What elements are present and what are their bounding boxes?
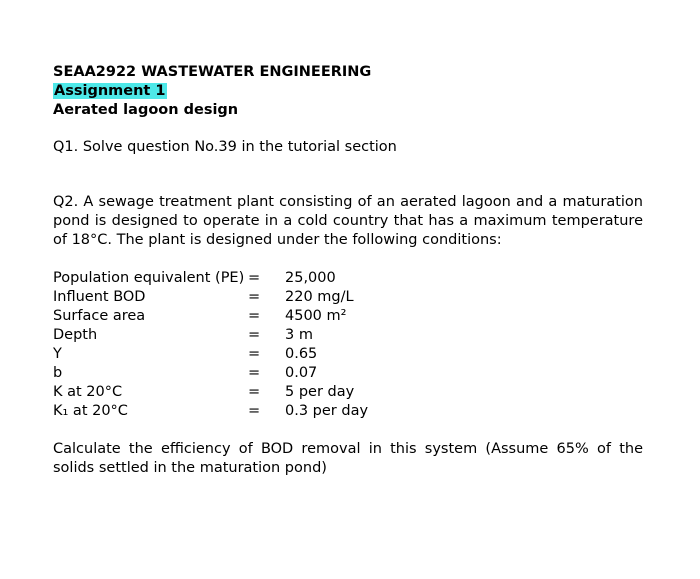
parameters-table [53,269,368,421]
question-2: Q2. A sewage treatment plant consisting of an aerated lagoon and a maturation pond is designed to operate in a cold country that has a maximum temperature of 18°C. The plant is designed under the following conditions: [53,194,643,248]
parameter-equals: = [248,289,261,305]
parameter-row [53,269,368,288]
assignment-highlight: Assignment 1 [54,83,166,99]
parameter-label: Population equivalent (PE) [53,270,245,286]
parameter-equals: = [248,384,261,400]
parameter-value: 220 mg/L [285,289,354,305]
parameter-label: Y [53,346,62,362]
question-1: Q1. Solve question No.39 in the tutorial section [53,139,397,155]
parameter-row [53,326,368,345]
assignment-heading [53,82,643,101]
parameter-value: 25,000 [285,270,336,286]
parameter-label: Surface area [53,308,146,324]
parameter-equals: = [248,270,261,286]
document [53,63,643,478]
parameter-row [53,345,368,364]
course-title: SEAA2922 WASTEWATER ENGINEERING [53,64,372,80]
parameter-label: b [53,365,63,381]
parameter-value: 5 per day [285,384,355,400]
parameter-equals: = [248,346,261,362]
parameter-label: Depth [53,327,98,343]
parameter-label: Influent BOD [53,289,146,305]
parameter-value: 3 m [285,327,313,343]
parameter-value: 4500 m² [285,308,347,324]
parameter-value: 0.3 per day [285,403,369,419]
parameter-value: 0.65 [285,346,318,362]
parameter-equals: = [248,365,261,381]
parameter-label: K at 20°C [53,384,123,400]
parameter-row [53,307,368,326]
parameter-row [53,383,368,402]
parameter-row [53,288,368,307]
parameter-row [53,364,368,383]
parameter-equals: = [248,403,261,419]
parameter-equals: = [248,327,261,343]
parameter-row [53,402,368,421]
calculation-instruction: Calculate the efficiency of BOD removal in this system (Assume 65% of the solids settled in the maturation pond) [53,441,643,476]
topic-heading: Aerated lagoon design [53,102,239,118]
parameter-equals: = [248,308,261,324]
parameter-value: 0.07 [285,365,318,381]
parameter-label: K₁ at 20°C [53,403,128,419]
